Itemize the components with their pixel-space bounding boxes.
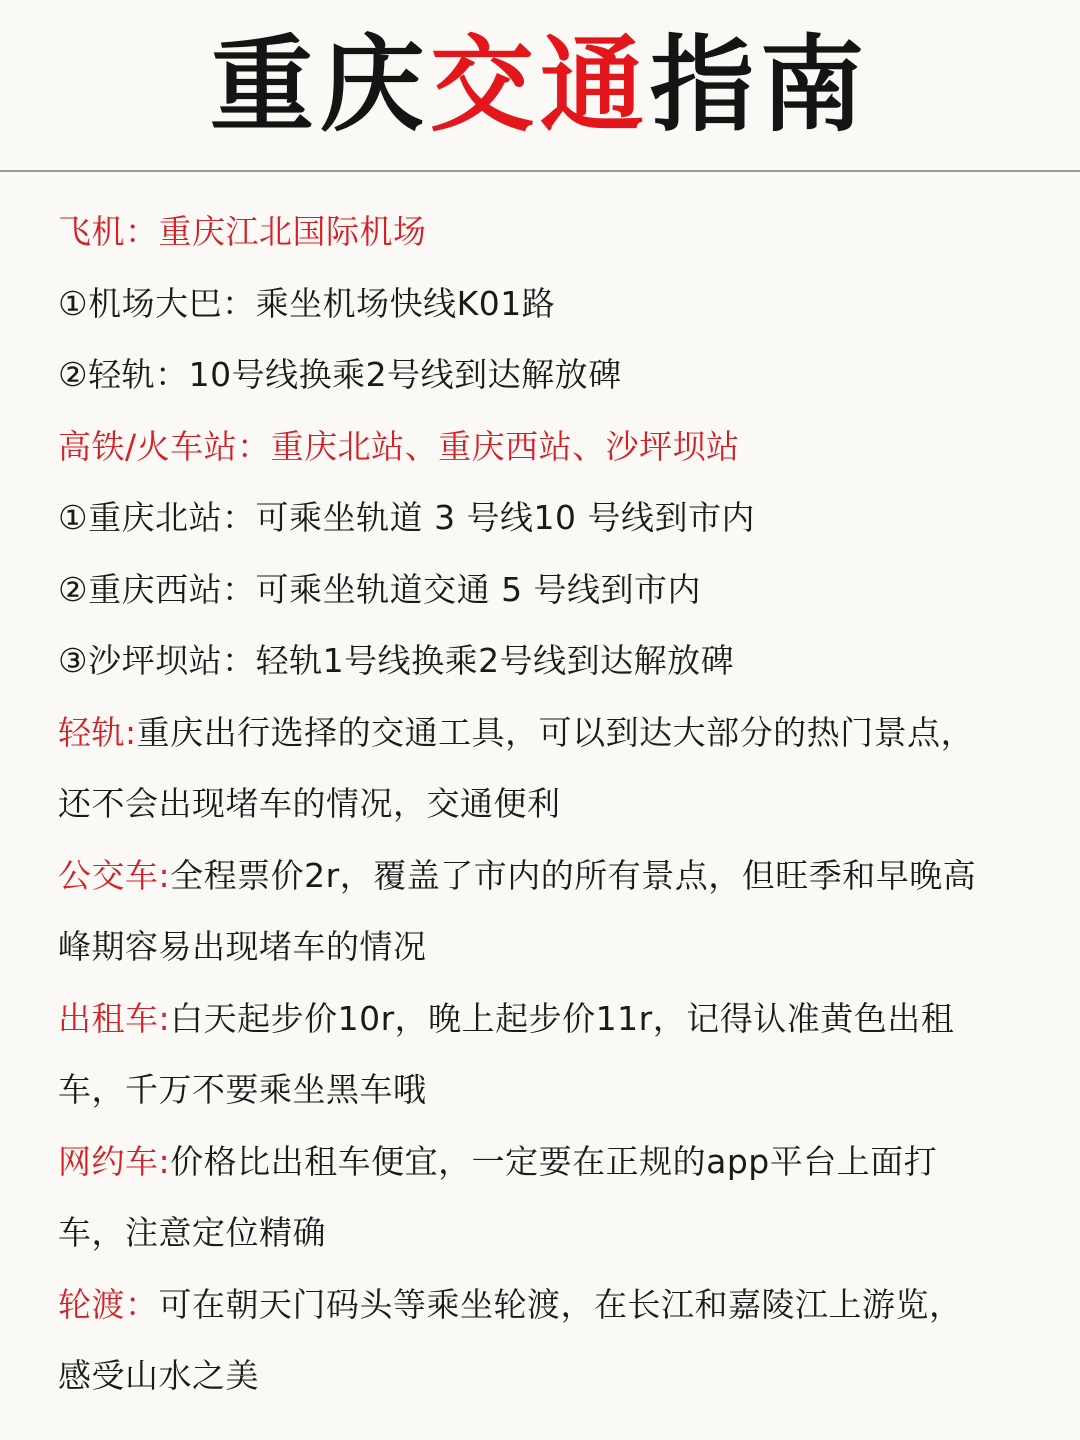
- page-title: [209, 24, 871, 146]
- rail-west-item: ②重庆西站：可乘坐轨道交通 5 号线到市内: [58, 569, 702, 609]
- taxi-line-1: [58, 983, 1022, 1055]
- ride-hailing-text-2: 车，注意定位精确: [58, 1213, 326, 1252]
- ferry-line-1: [58, 1269, 1022, 1341]
- light-rail-line-1: [58, 697, 1022, 769]
- ride-hailing-label: 网约车:: [58, 1141, 171, 1181]
- ride-hailing-line-1: [58, 1126, 1022, 1198]
- ferry-text-2: 感受山水之美: [58, 1356, 259, 1395]
- ride-hailing-text-1: 价格比出租车便宜，一定要在正规的app平台上面打: [170, 1141, 938, 1181]
- header-divider: [0, 170, 1080, 172]
- header: [0, 0, 1080, 170]
- airport-rail-item: ②轻轨：10号线换乘2号线到达解放碑: [58, 355, 622, 394]
- bus-line-1: [58, 840, 1022, 912]
- taxi-label: 出租车:: [58, 998, 171, 1038]
- title-part-traffic: 交通: [429, 24, 650, 146]
- airport-bus-item: ①机场大巴：乘坐机场快线K01路: [58, 283, 556, 323]
- light-rail-text-1: 重庆出行选择的交通工具，可以到达大部分的热门景点，: [136, 712, 975, 752]
- title-part-guide: 指南: [650, 24, 871, 146]
- ferry-label: 轮渡：: [58, 1284, 159, 1324]
- rail-heading: 高铁/火车站：重庆北站、重庆西站、沙坪坝站: [58, 426, 740, 466]
- bus-label: 公交车:: [58, 855, 171, 895]
- rail-north-item: ①重庆北站：可乘坐轨道 3 号线10 号线到市内: [58, 498, 756, 537]
- taxi-text-1: 白天起步价10r，晚上起步价11r，记得认准黄色出租: [170, 998, 955, 1038]
- taxi-text-2: 车，千万不要乘坐黑车哦: [58, 1070, 427, 1109]
- airport-heading: 飞机：重庆江北国际机场: [58, 212, 427, 251]
- guide-content: [0, 196, 1080, 1412]
- light-rail-label: 轻轨:: [58, 712, 137, 752]
- light-rail-text-2: 还不会出现堵车的情况，交通便利: [58, 784, 561, 823]
- bus-text-1: 全程票价2r，覆盖了市内的所有景点，但旺季和早晚高: [170, 855, 977, 895]
- ferry-text-1: 可在朝天门码头等乘坐轮渡，在长江和嘉陵江上游览，: [158, 1284, 963, 1324]
- title-part-chongqing: 重庆: [209, 24, 430, 146]
- bus-text-2: 峰期容易出现堵车的情况: [58, 927, 427, 966]
- rail-shapingba-item: ③沙坪坝站：轻轨1号线换乘2号线到达解放碑: [58, 641, 735, 680]
